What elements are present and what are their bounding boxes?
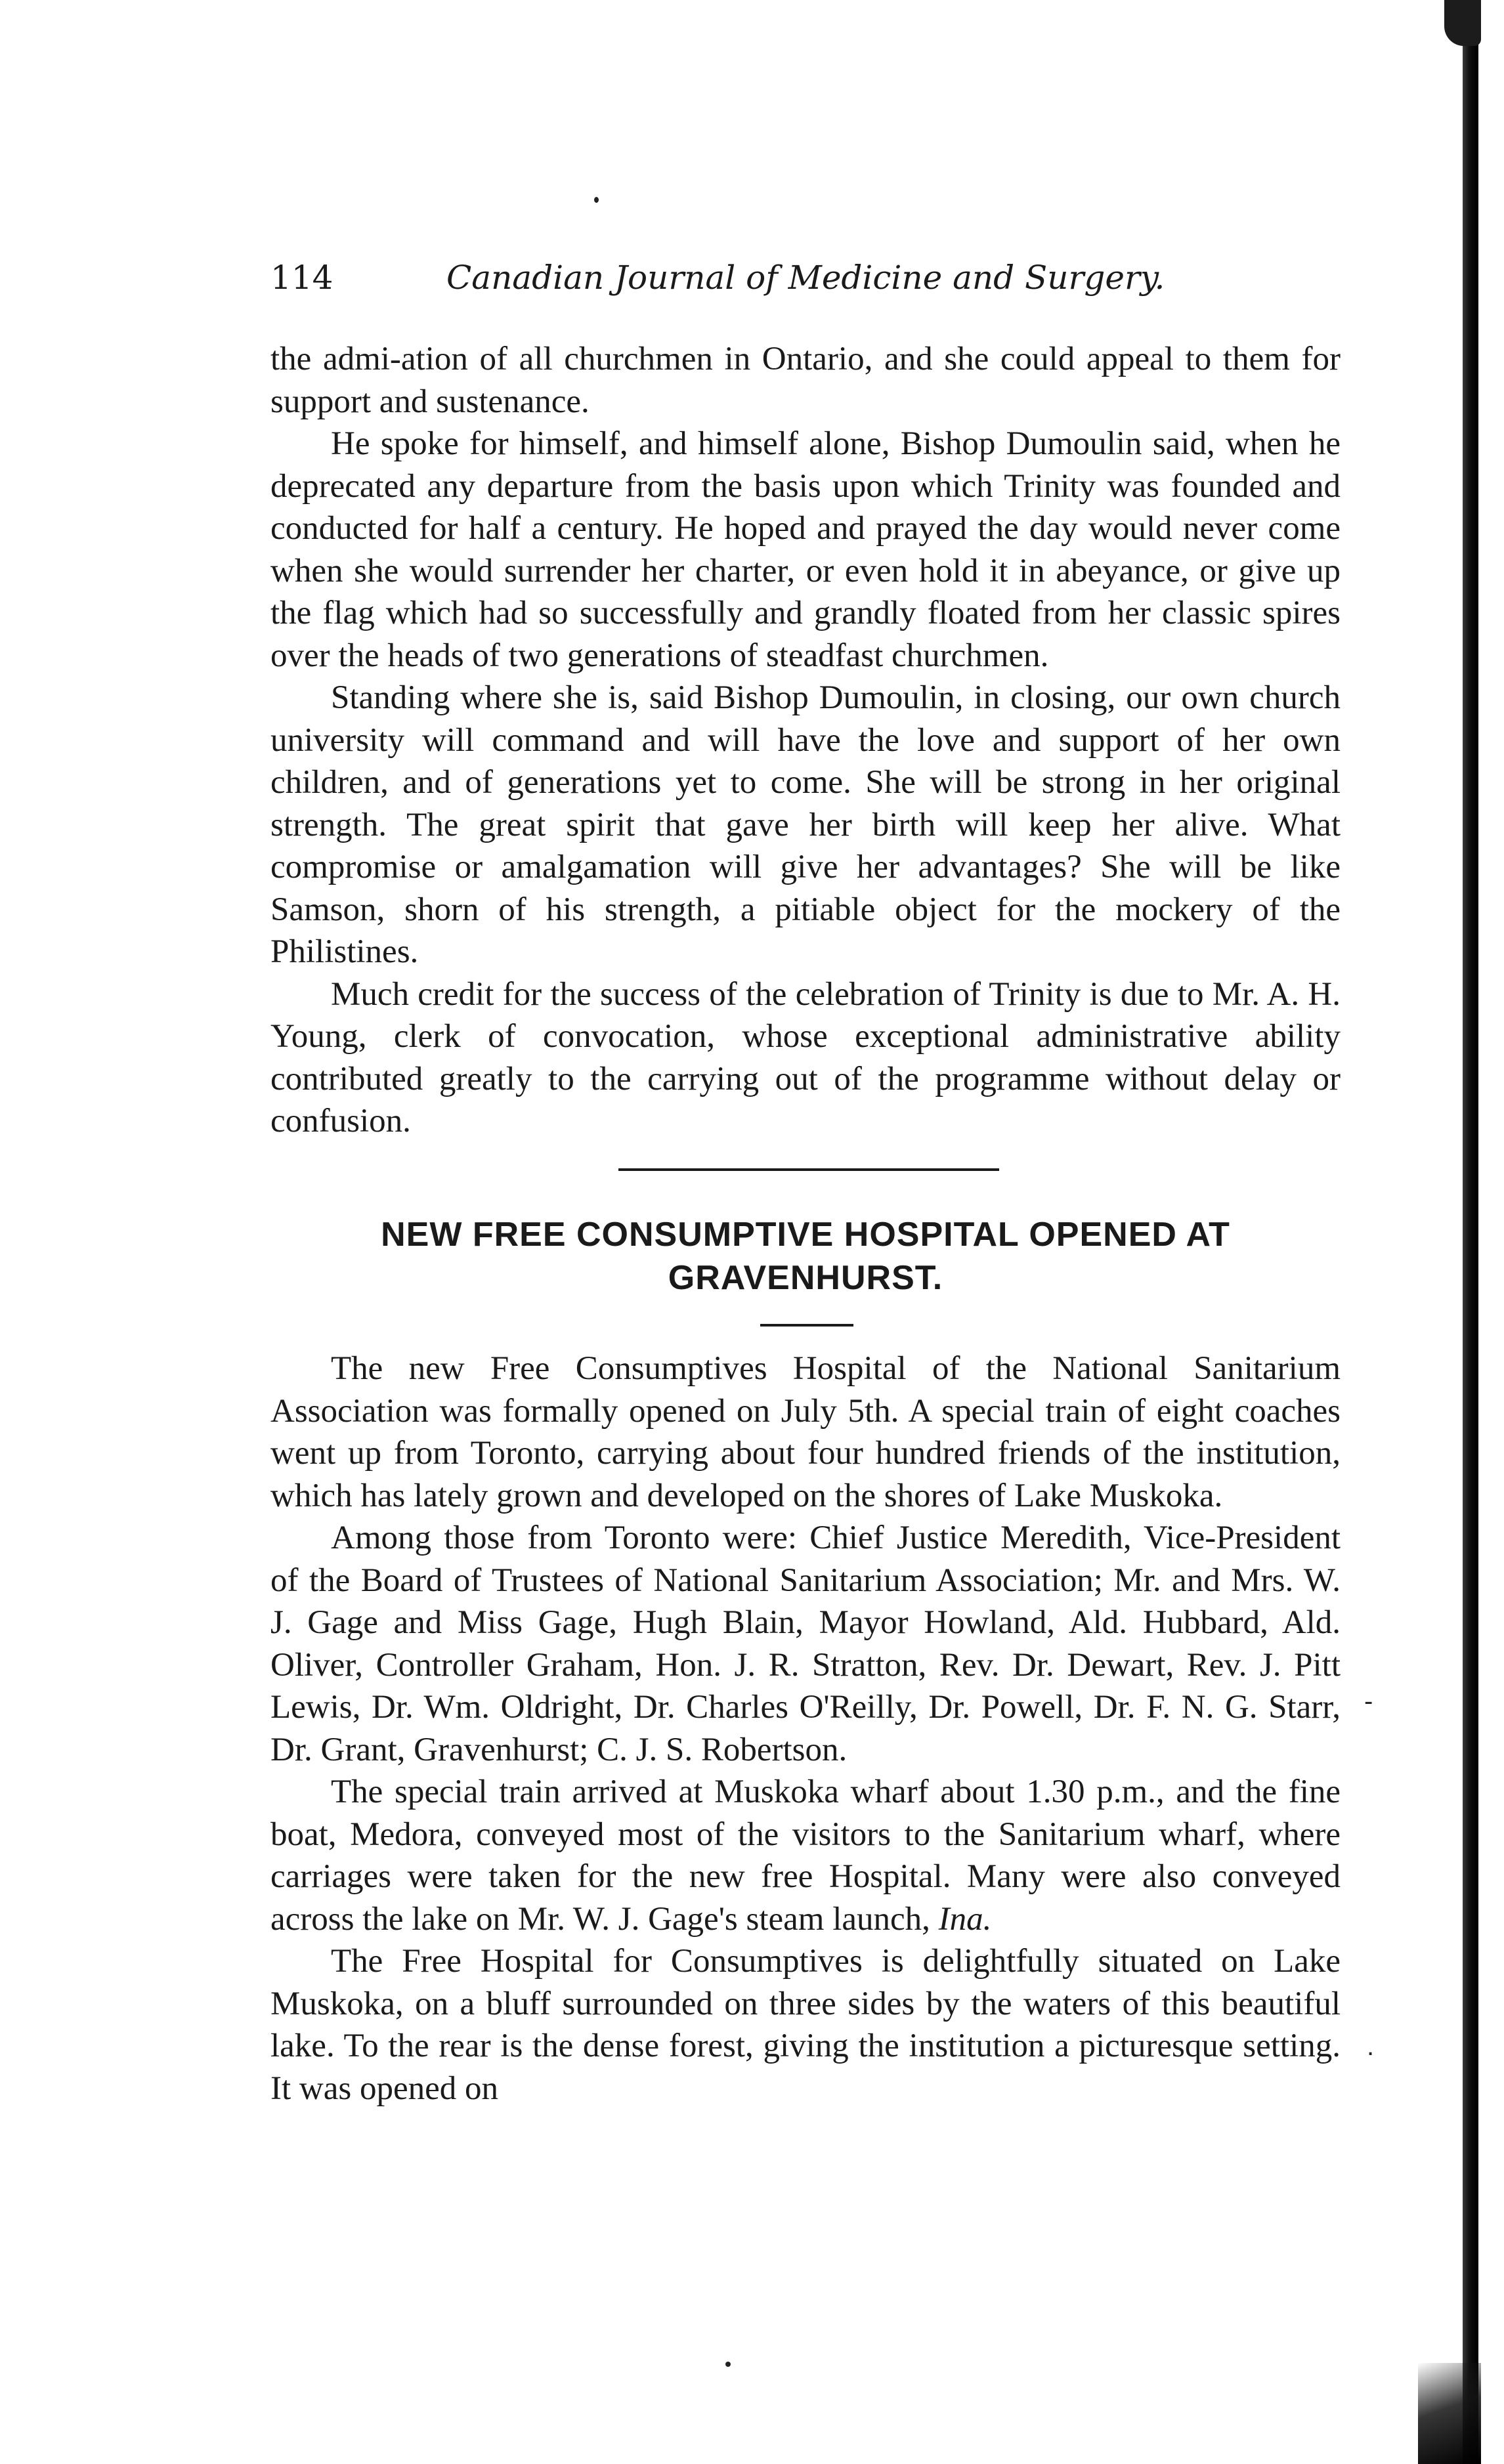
hospital-article [270, 1348, 1341, 2110]
heading-underline [760, 1324, 853, 1327]
margin-dash-mark: - [1364, 1687, 1373, 1716]
ink-speck [725, 2362, 731, 2367]
page-number: 114 [270, 259, 333, 297]
scanned-page-edge [1463, 0, 1478, 2464]
journal-title: Canadian Journal of Medicine and Surgery. [446, 259, 1165, 297]
paragraph [270, 1771, 1341, 1940]
paragraph-text: The special train arrived at Muskoka wharf about 1.30 p.m., and the fine boat, Medora, conveyed most of the visitors to the Sanitarium wharf, where carriages were taken for the new free Hospital. Many were also conveyed across the lake on Mr. W. J. Gage's steam launch, [270, 1774, 1341, 1938]
article-heading [270, 1213, 1341, 1300]
paragraph: The Free Hospital for Consumptives is delightfully situated on Lake Muskoka, on a bluff surrounded on three sides by the waters of this beautiful lake. To the rear is the dense forest, giving the institution a picturesque setting. It was opened on [270, 1943, 1341, 2107]
launch-name: Ina. [938, 1900, 992, 1938]
continued-article [270, 338, 1341, 1143]
paragraph: Standing where she is, said Bishop Dumoulin, in closing, our own church university will command and will have the love and support of her own children, and of generations yet to come. She will be strong in her original strength. The great spirit that gave her birth will keep her alive. What compromise or amalgamation will give her advantages? She will be like Samson, shorn of his strength, a pitiable object for the mockery of the Philistines. [270, 679, 1341, 970]
margin-dot-mark: . [1367, 2032, 1375, 2061]
paragraph: He spoke for himself, and himself alone, Bishop Dumoulin said, when he deprecated any departure from the basis upon which Trinity was founded and conducted for half a century. He hoped and prayed the day would never come when she would surrender her charter, or even hold it in abeyance, or give up the flag which had so successfully and grandly floated from her classic spires over the heads of two generations of steadfast churchmen. [270, 425, 1341, 674]
section-divider [618, 1168, 999, 1171]
paragraph: Among those from Toronto were: Chief Justice Meredith, Vice-President of the Board of Trustees of National Sanitarium Association; Mr. and Mrs. W. J. Gage and Miss Gage, Hugh Blain, Mayor Howland, Ald. Hubbard, Ald. Oliver, Controller Graham, Hon. J. R. Stratton, Rev. Dr. Dewart, Rev. J. Pitt Lewis, Dr. Wm. Oldright, Dr. Charles O'Reilly, Dr. Powell, Dr. F. N. G. Starr, Dr. Grant, Gravenhurst; C. J. S. Robertson. [270, 1519, 1341, 1768]
running-header [270, 255, 1341, 301]
article-heading-line: NEW FREE CONSUMPTIVE HOSPITAL OPENED AT [381, 1216, 1230, 1254]
paragraph: The new Free Consumptives Hospital of the National Sanitarium Association was formally opened on July 5th. A special train of eight coaches went up from Toronto, carrying about four hundred friends of the institution, which has lately grown and developed on the shores of Lake Muskoka. [270, 1350, 1341, 1514]
paragraph: Much credit for the success of the celebration of Trinity is due to Mr. A. H. Young, clerk of convocation, whose exceptional administrative ability contributed greatly to the carrying out of the programme without delay or confusion. [270, 975, 1341, 1139]
paragraph: the admi-ation of all churchmen in Ontario, and she could appeal to them for support and sustenance. [270, 341, 1341, 420]
scanned-edge-top-shadow [1444, 0, 1481, 46]
ink-speck [594, 197, 599, 203]
scanned-edge-bottom-shadow [1418, 2363, 1481, 2464]
article-heading-line: GRAVENHURST. [668, 1259, 943, 1297]
